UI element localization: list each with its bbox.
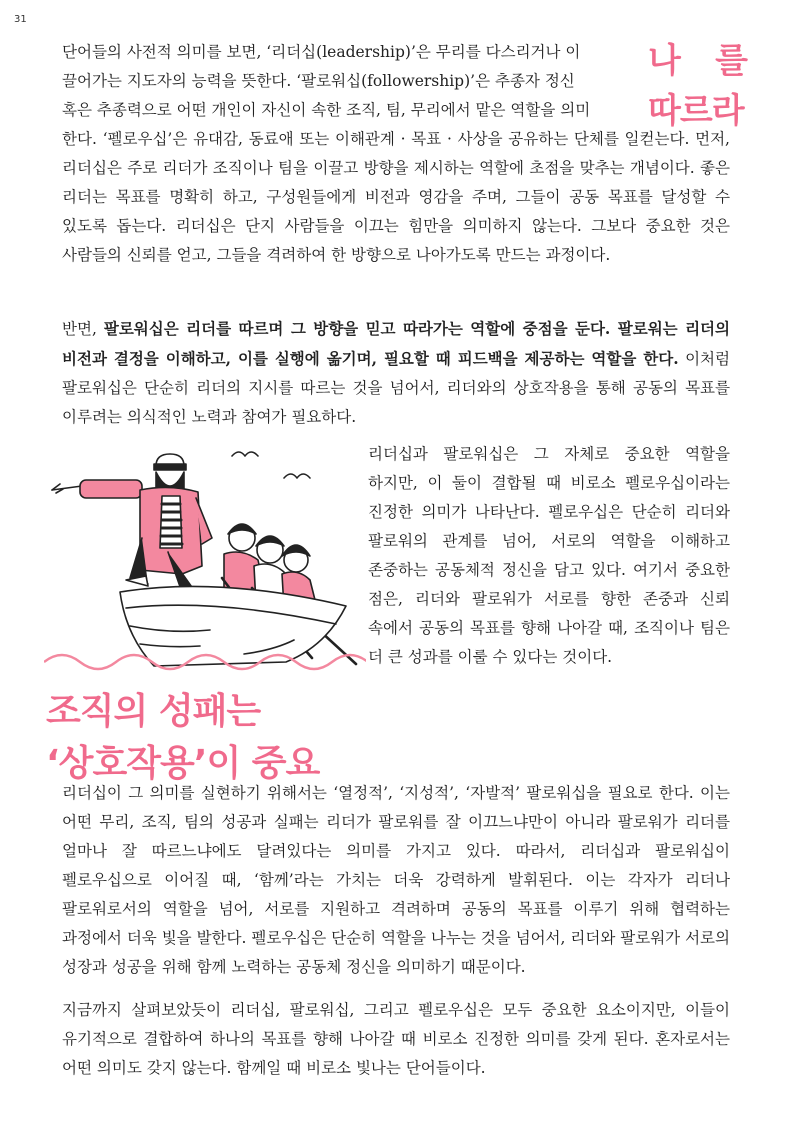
section-title-line1: 조직의 성패는 [46, 691, 261, 732]
followership-rest: 이처럼 팔로워십은 단순히 리더의 지시를 따르는 것을 넘어서, 리더와의 상호작용을 통해 공동의 목표를 이루려는 의식적인 노력과 참여가 필요하다. [62, 350, 730, 426]
intro-line-1: 단어들의 사전적 의미를 보면, ‘리더십(leadership)’은 무리를 다스리거나 이 [62, 43, 581, 61]
side-title-word-b: 를 [715, 41, 748, 81]
seagull-icon [232, 452, 258, 456]
interaction-paragraph: 리더십이 그 의미를 실현하기 위해서는 ‘열정적’, ‘지성적’, ‘자발적’ 팔로워십을 필요로 한다. 이는 어떤 무리, 조직, 팀의 성공과 실패는 리더가 팔로워를 잘 이끄느냐만이 아니라 팔로워가 리더를 얼마나 잘 따르느냐에도 달려있다는 의미를 가지고 있다. 따라서, 리더십과 팔로워십이 펠로우십으로 이어질 때, ‘함께’라는 가치는 더욱 강력하게 발휘된다. 이는 각자가 리더나 팔로워로서의 역할을 넘어, 서로를 지원하고 격려하며 공동의 목표를 이루기 위해 협력하는 과정에서 더욱 빛을 발한다. 펠로우십은 단순히 역할을 나누는 것을 넘어서, 리더와 팔로워가 서로의 성장과 성공을 위해 함께 노력하는 공동체 정신을 의미하기 때문이다. [62, 784, 730, 976]
side-title-line2: 따르라 [648, 91, 744, 131]
seagull-icon-2 [284, 474, 310, 478]
boat-illustration [44, 442, 366, 680]
followership-bold: 팔로워십은 리더를 따르며 그 방향을 믿고 따라가는 역할에 중점을 둔다. 팔로워는 리더의 비전과 결정을 이해하고, 이를 실행에 옮기며, 필요할 때 피드백을 제공하는 역할을 한다. [62, 319, 730, 368]
conclusion-paragraph: 지금까지 살펴보았듯이 리더십, 팔로워십, 그리고 펠로우십은 모두 중요한 요소이지만, 이들이 유기적으로 결합하여 하나의 목표를 향해 나아갈 때 비로소 진정한 의미를 갖게 된다. 혼자로서는 어떤 의미도 갖지 않는다. 함께일 때 비로소 빛나는 단어들이다. [62, 1001, 730, 1077]
side-title [648, 36, 748, 136]
section-title [46, 686, 319, 790]
page-number: 31 [14, 14, 27, 25]
followership-paragraph [62, 314, 730, 432]
fellowship-paragraph: 리더십과 팔로워십은 그 자체로 중요한 역할을 하지만, 이 둘이 결합될 때 비로소 펠로우십이라는 진정한 의미가 나타난다. 펠로우십은 단순히 리더와 팔로워의 관계를 넘어, 서로의 역할을 이해하고 존중하는 공동체적 정신을 담고 있다. 여기서 중요한 점은, 리더와 팔로워가 서로를 향한 존중과 신뢰 속에서 공동의 목표를 향해 나아갈 때, 조직이나 팀은 더 큰 성과를 이룰 수 있다는 것이다. [368, 445, 730, 666]
intro-lines [62, 38, 634, 125]
intro-line-2: 끌어가는 지도자의 능력을 뜻한다. ‘팔로워십(followership)’은 추종자 정신 [62, 72, 575, 90]
side-title-word-a: 나 [648, 41, 681, 81]
section-title-line2: ‘상호작용’이 중요 [46, 743, 320, 784]
intro-line-3: 혹은 추종력으로 어떤 개인이 자신이 속한 조직, 팀, 무리에서 맡은 역할을 의미 [62, 101, 591, 119]
intro-paragraph: 한다. ‘펠로우십’은 유대감, 동료애 또는 이해관계 · 목표 · 사상을 공유하는 단체를 일컫는다. 먼저, 리더십은 주로 리더가 조직이나 팀을 이끌고 방향을 제시하는 역할에 초점을 맞추는 개념이다. 좋은 리더는 목표를 명확히 하고, 구성원들에게 비전과 영감을 주며, 그들이 공동 목표를 달성할 수 있도록 돕는다. 리더십은 단지 사람들을 이끄는 힘만을 의미하지 않는다. 그보다 중요한 것은 사람들의 신뢰를 얻고, 그들을 격려하여 한 방향으로 나아가도록 만드는 과정이다. [62, 130, 730, 264]
followership-lead: 반면, [62, 320, 104, 338]
